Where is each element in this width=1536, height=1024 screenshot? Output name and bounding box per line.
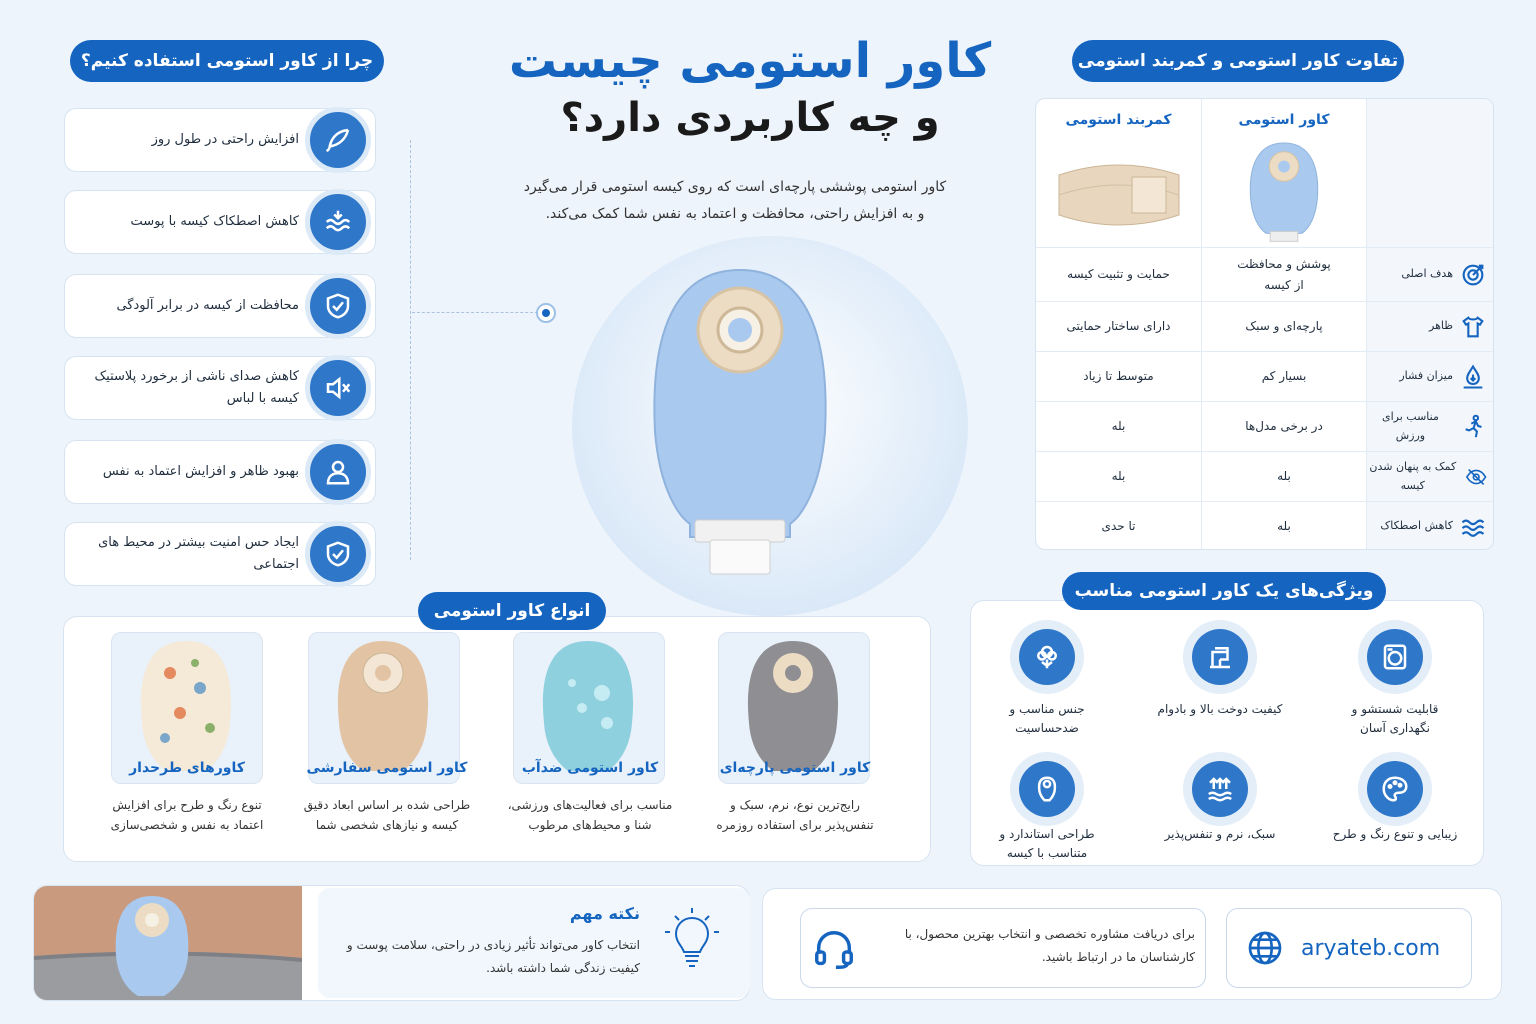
website-link[interactable]: aryateb.com [1301,935,1441,961]
why-item-label: ایجاد حس امنیت بیشتر در محیط های اجتماعی [98,534,299,572]
row-cover-value: بله [1201,502,1366,550]
why-item-noise [64,356,376,420]
title-line-2: و چه کاربردی دارد؟ [560,95,940,142]
col-belt-title: کمربند استومی [1065,112,1172,128]
type-desc: طراحی شده بر اساس ابعاد دقیق کیسه و نیازهای شخصی شما [303,798,471,833]
row-belt-value: بله [1111,419,1126,434]
why-connector-hub [412,312,538,313]
why-connector [378,140,408,560]
row-label-text: کاهش اصطکاک [1380,519,1453,533]
globe-icon [1245,928,1285,968]
person-icon [305,439,371,505]
why-item-comfort [64,108,376,172]
features-heading: ویژگی‌های یک کاور استومی مناسب [1062,572,1386,610]
type-title: کاور استومی سفارشی [306,760,468,776]
sewing-machine-icon [1183,620,1257,694]
col-cover-title: کاور استومی [1238,112,1330,128]
row-cover-value: پارچه‌ای و سبک [1201,302,1366,351]
tip-text: انتخاب کاور می‌تواند تأثیر زیادی در راحتی، سلامت پوست و کیفیت زندگی شما داشته باشد. [346,938,640,975]
row-belt-value: تا حدی [1101,519,1136,534]
row-label-text: کمک به پنهان شدن کیسه [1369,459,1457,492]
pouch-icon [1010,752,1084,826]
row-label-text: مناسب برای ورزش [1382,409,1439,442]
why-item-friction [64,190,376,254]
waves-icon [305,189,371,255]
feature-label: طراحی استاندارد و متناسب با کیسه [999,827,1095,861]
feature-label: قابلیت شستشو و نگهداری آسان [1351,702,1439,736]
palette-icon [1358,752,1432,826]
row-label-text: ظاهر [1429,319,1453,333]
table-row [1036,451,1494,501]
why-connector-dot [536,303,556,323]
row-label-text: میزان فشار [1399,369,1453,383]
table-row [1036,247,1494,301]
website-box[interactable] [1226,908,1472,988]
feature-label: زیبایی و تنوع رنگ و طرح [1332,827,1458,841]
row-cover-value: در برخی مدل‌ها [1201,402,1366,451]
comparison-table [1035,98,1494,550]
table-header-cover [1201,99,1366,247]
shield-check-icon [305,521,371,587]
why-item-protection [64,274,376,338]
breathable-icon [1183,752,1257,826]
comparison-heading: تفاوت کاور استومی و کمربند استومی [1072,40,1404,82]
why-item-label: بهبود ظاهر و افزایش اعتماد به نفس [102,463,299,479]
table-row [1036,501,1494,550]
feather-icon [305,107,371,173]
title-line-1: کاور استومی چیست [508,33,992,89]
type-desc: تنوع رنگ و طرح برای افزایش اعتماد به نفس و شخصی‌سازی [110,798,264,833]
row-belt-value: متوسط تا زیاد [1083,369,1154,384]
why-item-security [64,522,376,586]
type-title: کاور استومی ضدآب [521,760,659,776]
why-item-label: کاهش صدای ناشی از برخورد پلاستیک کیسه با لباس [94,368,299,406]
type-title: کاورهای طرحدار [129,760,245,776]
row-label [1366,302,1494,351]
row-label [1366,402,1494,451]
row-label [1366,248,1494,301]
feature-label: جنس مناسب و ضدحساسیت [1009,702,1085,736]
row-label [1366,352,1494,401]
hero-pouch-image [640,262,840,582]
waves-icon [1459,513,1487,541]
row-belt-value: بله [1111,469,1126,484]
type-title: کاور استومی پارچه‌ای [719,760,871,776]
why-item-confidence [64,440,376,504]
row-cover-value: بله [1201,452,1366,501]
mute-icon [305,355,371,421]
tip-title: نکته مهم [569,904,640,923]
body-photo [34,886,302,1001]
intro-line-2: و به افزایش راحتی، محافظت و اعتماد به نفس شما کمک می‌کند. [545,205,925,222]
feature-label: سبک، نرم و تنفس‌پذیر [1164,827,1276,841]
type-desc: مناسب برای فعالیت‌های ورزشی، شنا و محیط‌های مرطوب [507,798,673,833]
intro-line-1: کاور استومی پوششی پارچه‌ای است که روی کیسه استومی قرار می‌گیرد [523,179,947,195]
shirt-icon [1459,313,1487,341]
row-belt-value: دارای ساختار حمایتی [1066,319,1171,334]
types-heading: انواع کاور استومی [418,592,606,630]
eye-off-icon [1465,463,1487,491]
cotton-icon [1010,620,1084,694]
page-title [470,30,1030,144]
target-icon [1459,261,1487,289]
headset-icon [811,927,857,973]
belt-product-image [1054,145,1184,245]
table-row [1036,401,1494,451]
row-cover-value: بسیار کم [1201,352,1366,401]
row-label [1366,452,1494,501]
table-header-belt [1036,99,1201,247]
row-label [1366,502,1494,550]
lightbulb-icon [662,906,722,972]
washing-machine-icon [1358,620,1432,694]
contact-text: برای دریافت مشاوره تخصصی و انتخاب بهترین محصول، با کارشناسان ما در ارتباط باشید. [904,927,1195,964]
runner-icon [1460,413,1487,441]
why-connector-line [410,140,412,560]
why-item-label: محافظت از کیسه در برابر آلودگی [116,297,299,313]
tip-text-area [318,888,750,998]
why-item-label: کاهش اصطکاک کیسه با پوست [130,213,299,229]
why-item-label: افزایش راحتی در طول روز [151,131,299,147]
contact-box [800,908,1206,988]
table-header-row [1036,99,1494,247]
table-row [1036,301,1494,351]
pressure-icon [1459,363,1487,391]
row-label-text: هدف اصلی [1401,267,1453,281]
intro-text [480,174,990,227]
table-row [1036,351,1494,401]
feature-label: کیفیت دوخت بالا و بادوام [1157,702,1283,716]
type-desc: رایج‌ترین نوع، نرم، سبک و تنفس‌پذیر برای استفاده روزمره [716,798,874,833]
row-cover-value: پوشش و محافظت از کیسه [1201,248,1366,301]
table-header-empty [1366,99,1494,247]
cover-product-image [1244,139,1324,247]
why-heading: چرا از کاور استومی استفاده کنیم؟ [70,40,384,82]
row-belt-value: حمایت و تثبیت کیسه [1067,267,1170,282]
shield-check-icon [305,273,371,339]
